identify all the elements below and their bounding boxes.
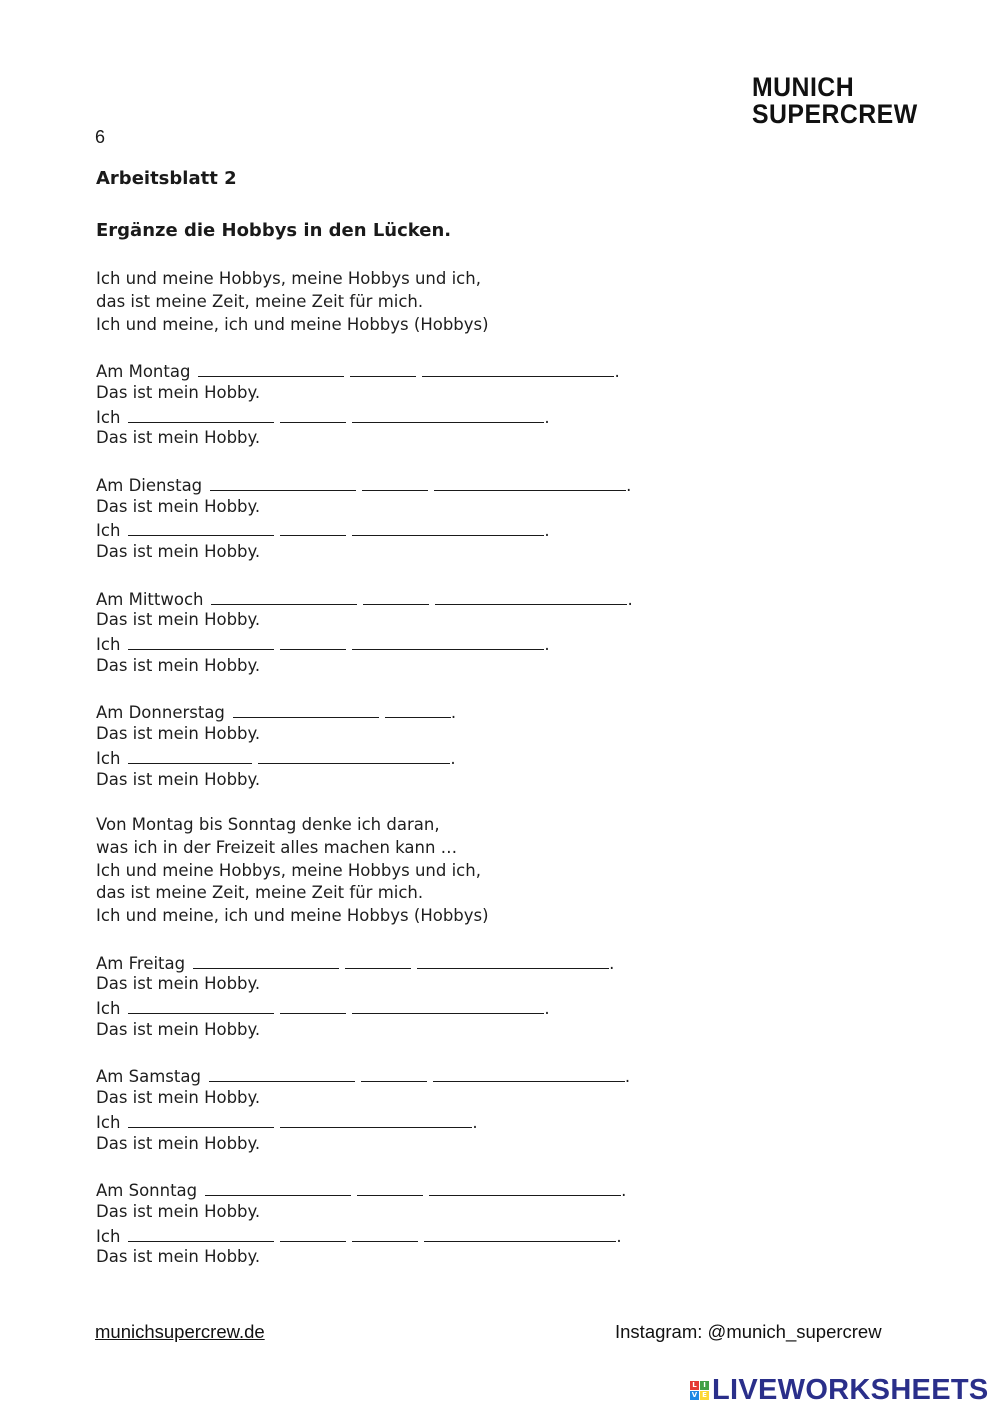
line-end-period: . [544, 999, 550, 1018]
lyric-line [96, 541, 796, 564]
lyric-line [96, 359, 796, 382]
fill-in-blank[interactable] [352, 1224, 418, 1242]
lyric-line [96, 427, 796, 450]
lyric-text: Ich [96, 999, 121, 1018]
lyric-line [96, 1246, 796, 1269]
lyric-line [96, 1087, 796, 1110]
line-end-period: . [472, 1112, 478, 1132]
lyric-line [96, 1224, 796, 1247]
lyric-line [96, 1201, 796, 1224]
lyric-text: Am Sonntag [96, 1181, 198, 1200]
fill-in-blank[interactable] [385, 700, 451, 718]
lyric-line [96, 314, 796, 337]
lyric-text: Ich [96, 407, 121, 427]
lyric-line [96, 951, 796, 974]
line-end-period: . [626, 475, 632, 495]
lyric-text: Ich [96, 1112, 121, 1132]
lyric-line [96, 609, 796, 632]
line-end-period: . [621, 1181, 627, 1200]
fill-in-blank[interactable] [233, 700, 379, 718]
lyric-line [96, 814, 796, 837]
fill-in-blank[interactable] [258, 746, 450, 764]
fill-in-blank[interactable] [352, 632, 544, 650]
fill-in-blank[interactable] [357, 1178, 423, 1196]
fill-in-blank[interactable] [280, 1224, 346, 1242]
line-end-period: . [616, 1226, 622, 1246]
lyric-line [96, 905, 796, 928]
lyric-text: Am Montag [96, 362, 191, 381]
lyric-line [96, 473, 796, 496]
lyric-text: Das ist mein Hobby. [96, 428, 261, 448]
fill-in-blank[interactable] [363, 587, 429, 605]
fill-in-blank[interactable] [422, 359, 614, 377]
lyric-text: Am Donnerstag [96, 703, 225, 723]
fill-in-blank[interactable] [128, 1110, 274, 1128]
lyric-line [96, 746, 796, 769]
lyric-text: Ich und meine, ich und meine Hobbys (Hobbys) [96, 314, 489, 334]
lyric-line [96, 496, 796, 519]
line-end-period: . [624, 1067, 631, 1087]
lyric-text: Das ist mein Hobby. [96, 1247, 261, 1267]
lyric-text: Das ist mein Hobby. [96, 1201, 261, 1221]
munich-supercrew-logo [752, 74, 918, 128]
instagram-handle: Instagram: @munich_supercrew [615, 1321, 882, 1342]
lyric-text: Am Freitag [96, 953, 186, 973]
lyric-line [96, 655, 796, 678]
stanza [96, 1178, 796, 1269]
website-link[interactable]: munichsupercrew.de [95, 1321, 265, 1342]
icon-tile: V [691, 1391, 698, 1399]
lyric-line [96, 769, 796, 792]
lyric-line [96, 1178, 796, 1201]
fill-in-blank[interactable] [280, 518, 346, 536]
icon-tile: L [690, 1381, 699, 1390]
lyric-line [96, 587, 796, 610]
lyric-line [96, 973, 796, 996]
lyric-text: Das ist mein Hobby. [96, 382, 261, 402]
lyric-text: was ich in der Freizeit alles machen kann … [96, 837, 458, 857]
lyric-line [96, 518, 796, 541]
line-end-period: . [544, 635, 550, 654]
lyric-line [96, 405, 796, 428]
fill-in-blank[interactable] [280, 1110, 472, 1128]
lyric-text: Ich und meine Hobbys, meine Hobbys und ich, [96, 269, 481, 288]
stanza [96, 1064, 796, 1155]
lyric-text: Das ist mein Hobby. [96, 542, 261, 561]
song-lyrics [96, 268, 796, 1292]
logo-line-2: SUPERCREW [752, 99, 918, 129]
fill-in-blank[interactable] [435, 587, 627, 605]
fill-in-blank[interactable] [128, 746, 252, 764]
fill-in-blank[interactable] [198, 359, 344, 377]
liveworksheets-watermark [690, 1374, 989, 1407]
page-number: 6 [95, 127, 106, 147]
line-end-period: . [627, 589, 633, 609]
lyric-text: Das ist mein Hobby. [96, 974, 261, 994]
fill-in-blank[interactable] [128, 405, 274, 423]
fill-in-blank[interactable] [210, 473, 356, 491]
lyric-text: Am Samstag [96, 1067, 201, 1087]
line-end-period: . [614, 362, 620, 381]
fill-in-blank[interactable] [193, 951, 339, 969]
lyric-text: Ich [96, 1226, 121, 1246]
liveworksheets-text: LIVEWORKSHEETS [712, 1374, 989, 1406]
lyric-line [96, 723, 796, 746]
fill-in-blank[interactable] [352, 518, 544, 536]
lyric-line [96, 268, 796, 291]
logo-line-1: MUNICH [752, 72, 855, 102]
lyric-text: Das ist mein Hobby. [96, 496, 261, 516]
lyric-text: Das ist mein Hobby. [96, 1019, 261, 1039]
fill-in-blank[interactable] [128, 632, 274, 650]
lyric-text: Ich [96, 521, 121, 541]
lyric-line [96, 700, 796, 723]
worksheet-title: Arbeitsblatt 2 [96, 168, 237, 189]
line-end-period: . [450, 748, 456, 768]
lyric-line [96, 1133, 796, 1156]
line-end-period: . [450, 703, 457, 723]
stanza [96, 587, 796, 678]
lyric-text: Am Dienstag [96, 475, 203, 495]
lyric-text: Ich [96, 748, 121, 768]
line-end-period: . [544, 521, 550, 541]
fill-in-blank[interactable] [350, 359, 416, 377]
fill-in-blank[interactable] [433, 1064, 625, 1082]
icon-tile: I [700, 1381, 709, 1390]
lyric-line [96, 837, 796, 860]
lyric-line [96, 996, 796, 1019]
lyric-line [96, 382, 796, 405]
lyric-text: Das ist mein Hobby. [96, 769, 261, 789]
fill-in-blank[interactable] [362, 473, 428, 491]
stanza [96, 473, 796, 564]
fill-in-blank[interactable] [345, 951, 411, 969]
worksheet-instruction: Ergänze die Hobbys in den Lücken. [96, 220, 452, 241]
stanza [96, 268, 796, 336]
lyric-line [96, 1019, 796, 1042]
fill-in-blank[interactable] [280, 996, 346, 1014]
fill-in-blank[interactable] [209, 1064, 355, 1082]
fill-in-blank[interactable] [205, 1178, 351, 1196]
lyric-text: Das ist mein Hobby. [96, 610, 261, 630]
fill-in-blank[interactable] [211, 587, 357, 605]
fill-in-blank[interactable] [280, 632, 346, 650]
fill-in-blank[interactable] [128, 518, 274, 536]
fill-in-blank[interactable] [417, 951, 609, 969]
lyric-text: Ich und meine, ich und meine Hobbys (Hobbys) [96, 906, 489, 925]
lyric-text: Ich [96, 635, 121, 654]
line-end-period: . [609, 953, 615, 973]
lyric-text: Das ist mein Hobby. [96, 724, 261, 743]
stanza [96, 814, 796, 928]
lyric-line [96, 860, 796, 883]
lyric-text: Am Mittwoch [96, 589, 204, 609]
fill-in-blank[interactable] [280, 405, 346, 423]
stanza [96, 700, 796, 791]
fill-in-blank[interactable] [128, 996, 274, 1014]
lyric-text: Ich und meine Hobbys, meine Hobbys und ich, [96, 860, 481, 880]
lyric-line [96, 1110, 796, 1133]
lyric-text: das ist meine Zeit, meine Zeit für mich. [96, 291, 424, 311]
stanza [96, 359, 796, 450]
fill-in-blank[interactable] [352, 405, 544, 423]
fill-in-blank[interactable] [361, 1064, 427, 1082]
fill-in-blank[interactable] [128, 1224, 274, 1242]
fill-in-blank[interactable] [352, 996, 544, 1014]
stanza [96, 951, 796, 1042]
lyric-line [96, 291, 796, 314]
lyric-line [96, 882, 796, 905]
fill-in-blank[interactable] [434, 473, 626, 491]
lyric-text: Das ist mein Hobby. [96, 1133, 261, 1153]
lyric-text: Von Montag bis Sonntag denke ich daran, [96, 815, 440, 834]
lyric-text: Das ist mein Hobby. [96, 1088, 261, 1107]
fill-in-blank[interactable] [429, 1178, 621, 1196]
liveworksheets-icon [690, 1381, 709, 1400]
lyric-text: Das ist mein Hobby. [96, 655, 261, 675]
icon-tile: E [700, 1391, 709, 1400]
lyric-line [96, 1064, 796, 1087]
line-end-period: . [544, 407, 550, 427]
lyric-line [96, 632, 796, 655]
fill-in-blank[interactable] [424, 1224, 616, 1242]
lyric-text: das ist meine Zeit, meine Zeit für mich. [96, 883, 424, 903]
